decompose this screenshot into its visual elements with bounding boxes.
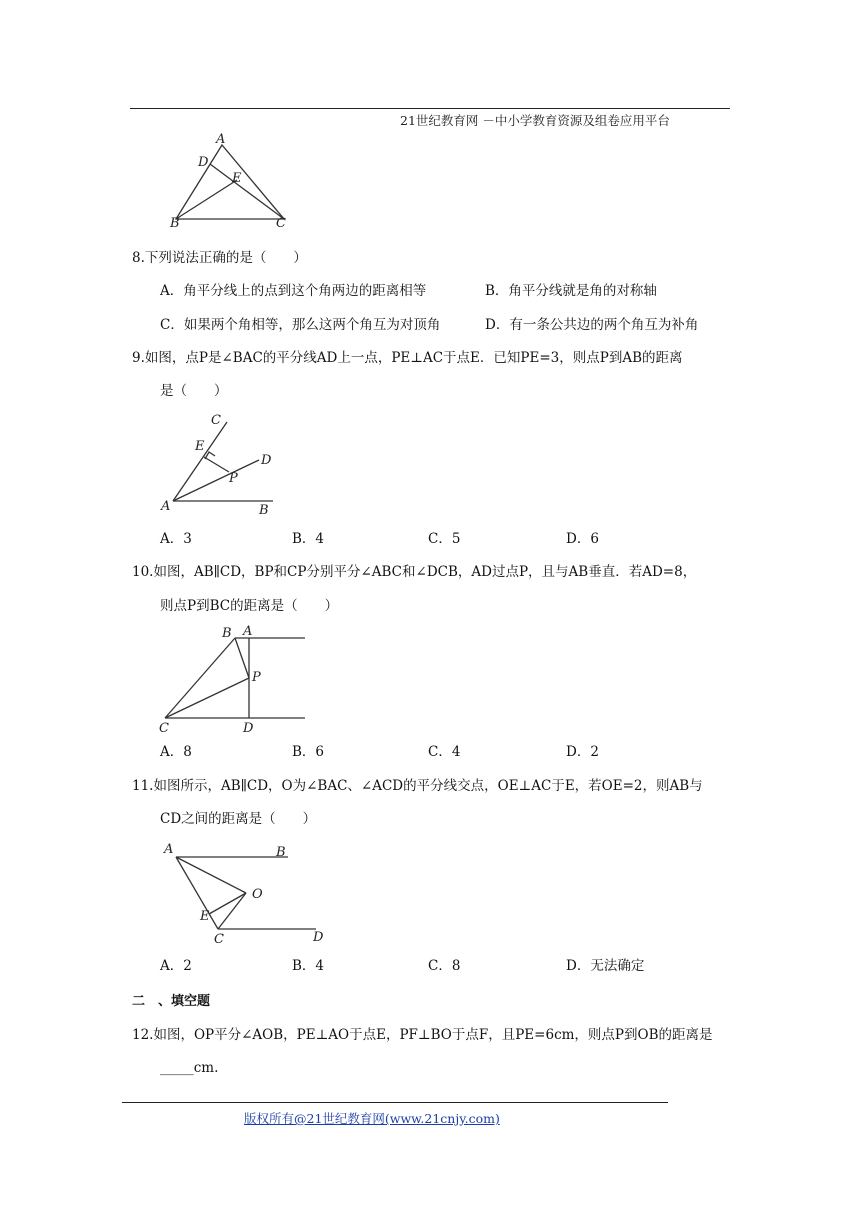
q11-option-b: B．4	[292, 958, 325, 974]
fig10-label-b: B	[222, 626, 232, 641]
fig10-label-p: P	[252, 670, 261, 685]
q11-stem-line1: 11.如图所示，AB∥CD，O为∠BAC、∠ACD的平分线交点，OE⊥AC于E，若OE=2，则AB与	[132, 778, 703, 794]
q12-stem-line1: 12.如图，OP平分∠AOB，PE⊥AO于点E，PF⊥BO于点F，且PE=6cm，则点P到OB的距离是	[132, 1027, 713, 1043]
figure-q7	[160, 128, 300, 233]
q10-option-c: C．4	[428, 744, 461, 760]
fig9-label-b: B	[259, 503, 269, 518]
fig9-label-e: E	[195, 439, 205, 454]
q11-stem-line2: CD之间的距离是（ ）	[160, 811, 317, 827]
figure-q11	[158, 838, 333, 948]
fig7-label-e: E	[232, 171, 242, 186]
section-fill-in-title: 二 、填空题	[132, 994, 211, 1009]
header-rule	[130, 108, 730, 109]
fig9-label-a: A	[161, 499, 171, 514]
fig11-label-d: D	[313, 930, 324, 945]
q11-option-a: A．2	[160, 958, 192, 974]
fig7-label-a: A	[216, 132, 226, 147]
header-title: 21世纪教育网 －中小学教育资源及组卷应用平台	[400, 113, 670, 128]
q10-stem-line1: 10.如图，AB∥CD，BP和CP分别平分∠ABC和∠DCB，AD过点P，且与AB垂直．若AD=8，	[132, 564, 697, 580]
q9-stem-line1: 9.如图，点P是∠BAC的平分线AD上一点，PE⊥AC于点E．已知PE=3，则点P到AB的距离	[132, 350, 683, 366]
q9-option-b: B．4	[292, 531, 325, 547]
q9-stem-line2: 是（ ）	[160, 383, 228, 399]
fig11-label-c: C	[214, 932, 224, 947]
fig10-label-d: D	[243, 721, 254, 736]
fig9-label-d: D	[261, 453, 272, 468]
fig7-label-d: D	[198, 155, 209, 170]
q8-option-d: D．有一条公共边的两个角互为补角	[485, 317, 699, 333]
fig11-label-b: B	[276, 845, 286, 860]
fig7-label-c: C	[276, 216, 286, 231]
q12-stem-line2: _____cm.	[160, 1060, 219, 1076]
fig10-label-a: A	[243, 624, 253, 639]
fig11-label-o: O	[252, 887, 263, 902]
footer-rule	[122, 1102, 668, 1103]
fig10-label-c: C	[159, 721, 169, 736]
figure-q10	[155, 622, 315, 737]
q8-stem: 8.下列说法正确的是（ ）	[132, 250, 307, 266]
figure-q9	[155, 410, 285, 520]
q10-option-a: A．8	[160, 744, 192, 760]
fig9-label-c: C	[211, 413, 221, 428]
q11-option-c: C．8	[428, 958, 461, 974]
q11-option-d: D．无法确定	[566, 958, 645, 974]
q8-option-b: B．角平分线就是角的对称轴	[485, 283, 657, 299]
q9-option-a: A．3	[160, 531, 192, 547]
q8-option-c: C．如果两个角相等，那么这两个角互为对顶角	[160, 317, 441, 333]
q10-option-d: D．2	[566, 744, 599, 760]
q10-option-b: B．6	[292, 744, 325, 760]
fig11-label-a: A	[164, 842, 174, 857]
q8-option-a: A．角平分线上的点到这个角两边的距离相等	[160, 283, 427, 299]
q10-stem-line2: 则点P到BC的距离是（ ）	[160, 598, 339, 614]
fig9-label-p: P	[229, 471, 238, 486]
fig7-label-b: B	[170, 216, 180, 231]
q9-option-d: D．6	[566, 531, 599, 547]
fig11-label-e: E	[200, 909, 210, 924]
footer-copyright-link[interactable]: 版权所有@21世纪教育网(www.21cnjy.com)	[244, 1111, 500, 1126]
q9-option-c: C．5	[428, 531, 461, 547]
